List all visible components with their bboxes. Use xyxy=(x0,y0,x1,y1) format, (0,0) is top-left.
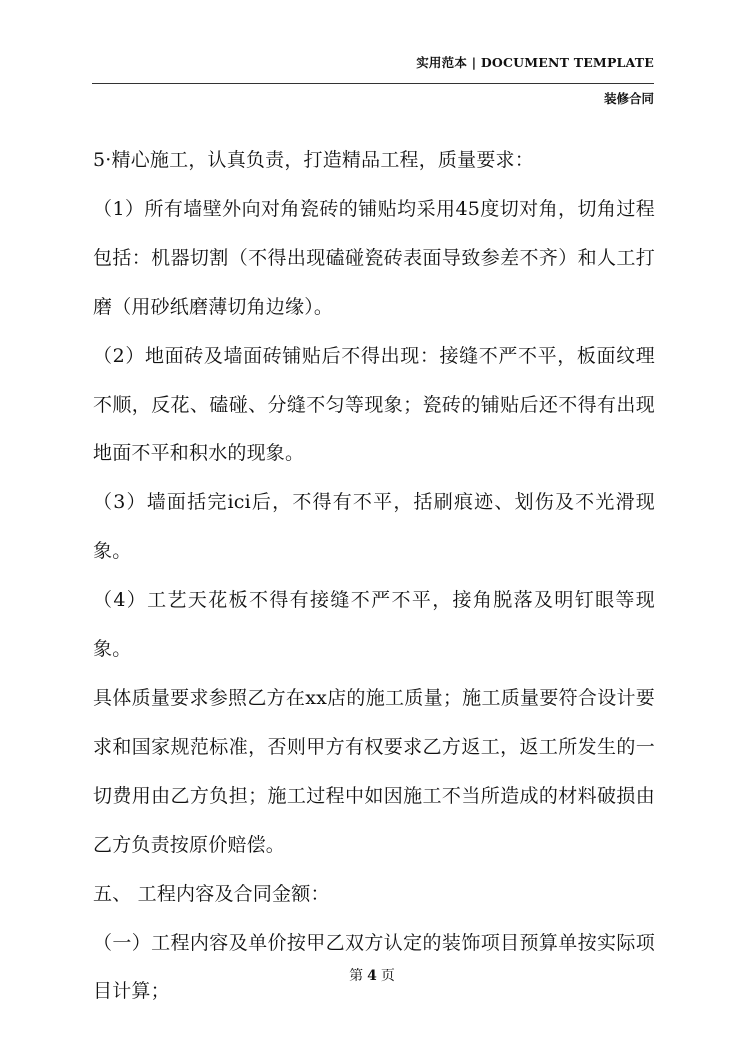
paragraph-item-2: （2）地面砖及墙面砖铺贴后不得出现：接缝不严不平，板面纹理不顺，反花、磕碰、分缝不匀等现象；瓷砖的铺贴后还不得有出现地面不平和积水的现象。 xyxy=(93,344,655,465)
paragraph-quality-reference: 具体质量要求参照乙方在xx店的施工质量；施工质量要符合设计要求和国家规范标准，否则甲方有权要求乙方返工，返工所发生的一切费用由乙方负担；施工过程中如因施工不当所造成的材料破损由乙方负责按原价赔偿。 xyxy=(93,686,655,856)
paragraph-section-5-item-1: （一）工程内容及单价按甲乙双方认定的装饰项目预算单按实际项目计算； xyxy=(93,931,655,1003)
paragraph-quality-requirements: 5·精心施工，认真负责，打造精品工程，质量要求： xyxy=(93,149,534,171)
footer-suffix: 页 xyxy=(380,968,395,984)
page-number: 4 xyxy=(367,968,377,984)
section-heading-5: 五、 工程内容及合同金额： xyxy=(93,882,330,905)
document-body xyxy=(93,136,655,1016)
header-subtitle: 装修合同 xyxy=(603,91,654,106)
paragraph-item-4: （4）工艺天花板不得有接缝不严不平，接角脱落及明钉眼等现象。 xyxy=(93,589,655,661)
paragraph-item-1: （1）所有墙壁外向对角瓷砖的铺贴均采用45度切对角，切角过程包括：机器切割（不得出现磕碰瓷砖表面导致参差不齐）和人工打磨（用砂纸磨薄切角边缘）。 xyxy=(93,197,655,318)
header-divider xyxy=(92,83,654,84)
footer-prefix: 第 xyxy=(349,968,364,984)
page-footer xyxy=(0,965,744,985)
header-title: 实用范本 | DOCUMENT TEMPLATE xyxy=(416,55,654,70)
paragraph-item-3: （3）墙面括完ici后，不得有不平，括刷痕迹、划伤及不光滑现象。 xyxy=(93,491,655,563)
